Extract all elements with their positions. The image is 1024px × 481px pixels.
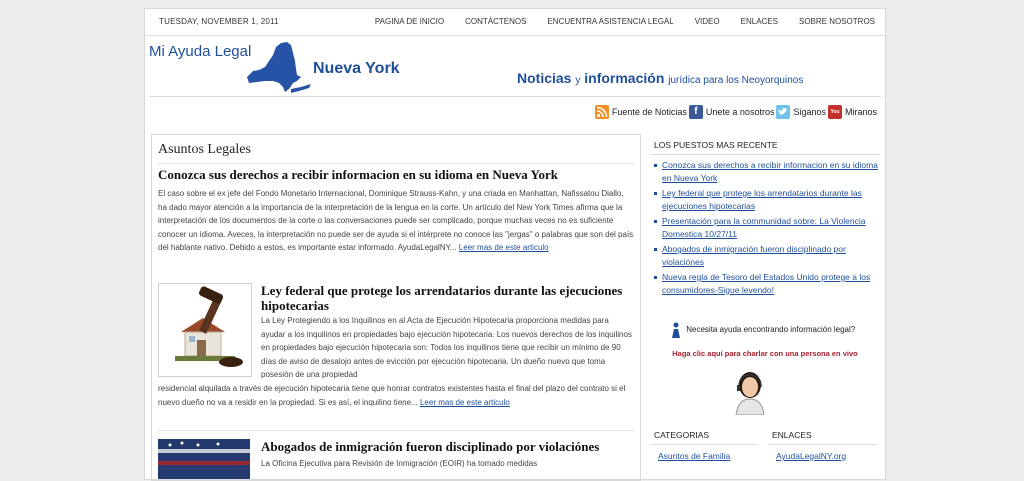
facebook-icon[interactable]: f: [689, 105, 703, 119]
categories-widget: [650, 424, 758, 461]
page-container: [144, 8, 886, 480]
external-link[interactable]: AyudaLegalNY.org: [776, 451, 847, 461]
nav-links[interactable]: ENLACES: [740, 17, 778, 26]
recent-post-link[interactable]: Presentación para la communidad sobre: La Violencia Domestica 10/27/11: [662, 216, 866, 239]
tagline-word-2: y: [575, 75, 581, 86]
rss-icon[interactable]: [595, 105, 609, 119]
list-item: [654, 187, 880, 212]
youtube-link[interactable]: Miranos: [844, 107, 877, 117]
post-excerpt-text: La Oficina Ejecutiva para Revisión de Inmigración (EOIR) ha tomado medidas: [261, 459, 538, 468]
list-item: [654, 243, 880, 268]
post-excerpt-text: residencial alquilada a través de ejecución hipotecaria tiene que honrar contratos existentes hasta el final del plazo del contrato si el nuevo dueño no va a residir en la propiedad. Si es así, el inquilino tiene...: [158, 384, 626, 407]
live-chat-box: [650, 322, 880, 432]
category-link[interactable]: Asuntos de Familia: [658, 451, 731, 461]
post-divider: [158, 430, 634, 431]
post-excerpt-text: El caso sobre el ex jefe del Fondo Monetario Internacional, Dominique Strauss-Kahn, y una criada en Manhattan, Nafissatou Diallo, ha dado mayor atención a la importancia de la interpretación de la lengua en la corte. Un artículo del New York Times afirma que la interpretación de los documentos de la corte o las conversaciones puede ser complicado, porque muchas veces no es suficiente conocer un idioma. Aveces, la interpretación no puede ser de ayuda si el intérprete no conoce las "jergas" o palabras que son del país del hablante nativo. Debido a estos, es importante estar informado. AyudaLegalNY...: [158, 189, 634, 253]
recent-post-link[interactable]: Nueva regla de Tesoro del Estados Unido protege a los consumidores-Sigue levendo!: [662, 272, 871, 295]
post-excerpt: [158, 382, 634, 409]
house-gavel-icon: [159, 284, 251, 376]
post-title-link[interactable]: Abogados de inmigración fueron disciplinado por violaciónes: [261, 439, 600, 454]
categories-heading: CATEGORIAS: [650, 424, 758, 445]
read-more-link[interactable]: Leer mas de este articulo: [458, 243, 549, 253]
post-title-link[interactable]: Ley federal que protege los arrendatarios durante las ejecuciones hipotecarias: [261, 283, 623, 313]
rss-link[interactable]: Fuente de Noticias: [611, 107, 687, 117]
tagline-word-3: información: [584, 70, 665, 86]
social-links: [593, 105, 877, 119]
header-divider: [149, 96, 881, 97]
section-title: Asuntos Legales: [158, 142, 251, 157]
main-content: [151, 134, 641, 481]
post-item: [158, 167, 634, 255]
main-nav: [354, 17, 875, 26]
post-title-link[interactable]: Conozca sus derechos a recibir informacion en su idioma en Nueva York: [158, 167, 558, 182]
flag-image-icon: [158, 439, 250, 479]
nav-find-legal-help[interactable]: ENCUENTRA ASISTENCIA LEGAL: [547, 17, 674, 26]
section-divider: [158, 163, 634, 164]
links-heading: ENLACES: [768, 424, 876, 445]
site-header: [145, 36, 885, 96]
live-chat-link[interactable]: Haga clic aquí para charlar con una persona en vivo: [672, 349, 858, 358]
recent-posts-list: [650, 159, 880, 296]
sidebar: [650, 134, 880, 461]
twitter-link[interactable]: Siganos: [793, 107, 826, 117]
list-item: [654, 271, 880, 296]
help-question: [670, 322, 855, 338]
site-logo-subtitle: Nueva York: [313, 60, 400, 77]
tagline-word-1: Noticias: [517, 70, 572, 86]
read-more-link[interactable]: Leer mas de este articulo: [419, 397, 510, 407]
twitter-icon[interactable]: [776, 105, 790, 119]
site-logo-text[interactable]: Mi Ayuda Legal: [149, 43, 252, 60]
nav-home[interactable]: PAGINA DE INICIO: [374, 17, 445, 26]
recent-post-link[interactable]: Conozca sus derechos a recibir informacion en su idioma en Nueva York: [662, 160, 878, 183]
new-york-state-map-icon: [243, 37, 313, 97]
person-help-icon: [670, 322, 682, 338]
list-item: [654, 215, 880, 240]
post-thumbnail[interactable]: [158, 439, 250, 479]
nav-video[interactable]: VIDEO: [694, 17, 720, 26]
top-bar: [145, 9, 885, 36]
nav-contact[interactable]: CONTÁCTENOS: [465, 17, 527, 26]
facebook-link[interactable]: Unete a nosotros: [705, 107, 775, 117]
support-agent-avatar[interactable]: [730, 367, 770, 415]
recent-posts-heading: LOS PUESTOS MAS RECENTE: [650, 134, 880, 155]
current-date: TUESDAY, NOVEMBER 1, 2011: [159, 17, 279, 26]
links-widget: [768, 424, 876, 461]
help-question-text: Necesita ayuda encontrando información legal?: [686, 325, 856, 335]
site-tagline: [517, 70, 803, 86]
post-excerpt: [158, 187, 634, 255]
recent-post-link[interactable]: Ley federal que protege los arrendatarios durante las ejecuciones hipotecarias: [662, 188, 862, 211]
recent-post-link[interactable]: Abogados de inmigración fueron disciplinado por violaciónes: [662, 244, 846, 267]
list-item: [654, 159, 880, 184]
youtube-icon[interactable]: You: [828, 105, 842, 119]
post-thumbnail[interactable]: [158, 283, 252, 377]
tagline-word-4: jurídica para los Neoyorquinos: [668, 75, 804, 86]
post-excerpt-text: La Ley Protegiendo a los Inquilinos en al Acta de Ejecución Hipotecaria proporciona medidas para ayudar a los inquilinos en propiedades bajo ejecución hipotecaria. Los nuevos derechos de los inquilinos en propiedades bajo ejecución hipotecaria son: Todos los inquilinos tiene que recibir un mínimo de 90 días de aviso de desalojo antes de evicción por ejecución hipotecaria. Un dueño nuevo que toma posesión de una propiedad: [261, 316, 632, 380]
nav-about[interactable]: SOBRE NOSOTROS: [798, 17, 875, 26]
